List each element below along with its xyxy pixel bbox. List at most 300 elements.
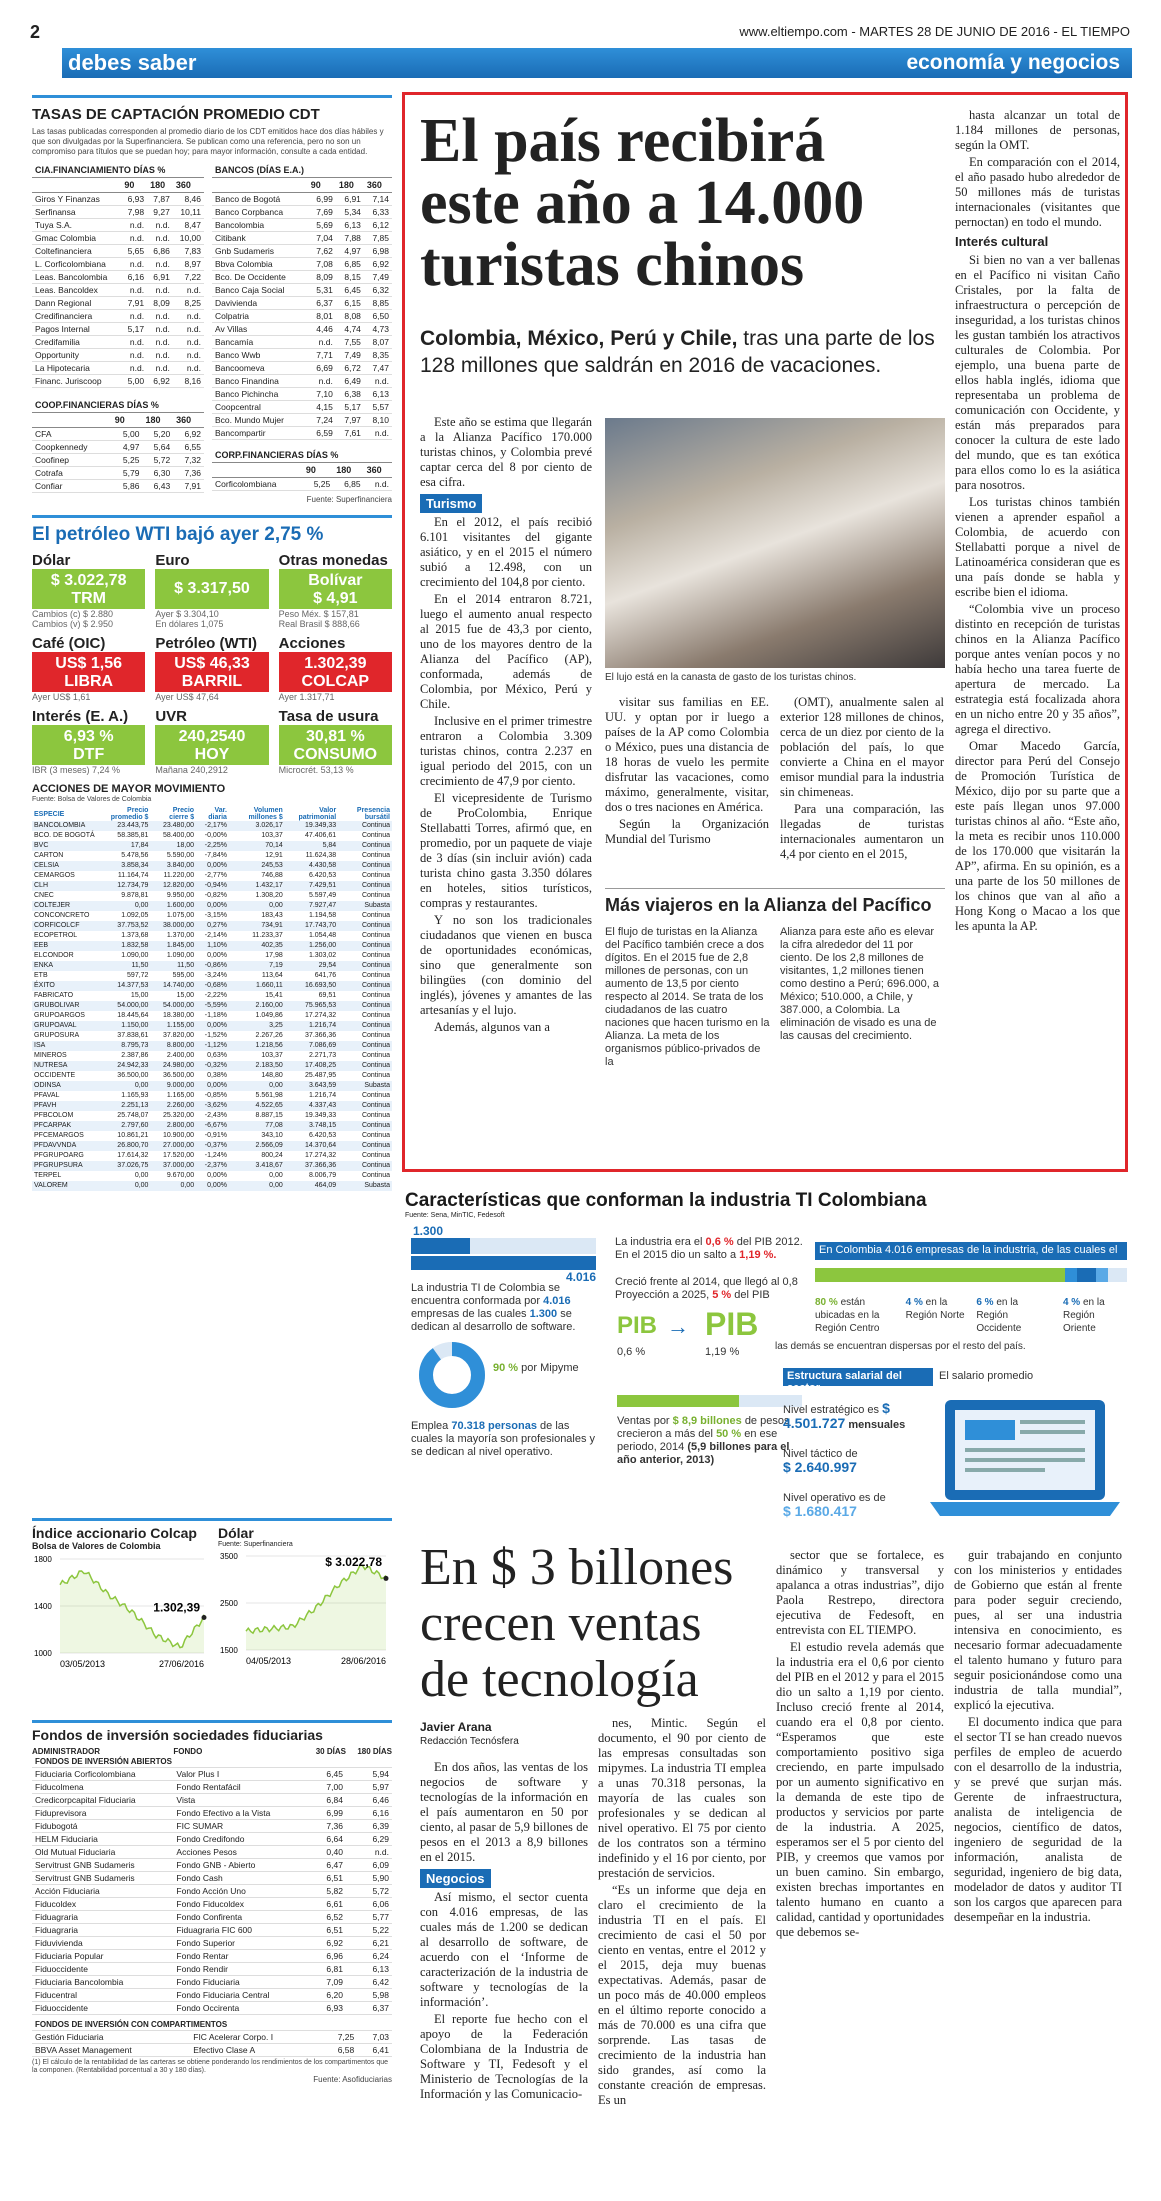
value-box (32, 569, 145, 609)
fondo-row (32, 1872, 392, 1885)
cell: 9.878,81 (121, 892, 149, 899)
p: Inclusive en el primer trimestre entraron a Colombia 3.309 turistas chinos, contra 2.237 en igual periodo del 2015, con un crecimiento de 47,9 por ciento. (420, 714, 592, 788)
cell: 8,97 (173, 258, 204, 271)
t: Ventas por (617, 1415, 670, 1427)
fondo-row (32, 1781, 392, 1794)
table-row (32, 1031, 392, 1041)
cell: 17.520,00 (162, 1152, 195, 1159)
cell: 3.418,67 (229, 1161, 285, 1171)
cell: -0,86% (196, 961, 229, 971)
cell: 1.845,00 (150, 941, 196, 951)
x-tick-label: 03/05/2013 (60, 1659, 106, 1669)
cell: 6,72 (336, 362, 364, 375)
cell: ECOPETROL (34, 932, 78, 939)
cell: 24.942,33 (97, 1061, 151, 1071)
table-row (212, 427, 392, 440)
cell: 1.303,02 (308, 952, 337, 959)
cell: 5,17 (121, 323, 147, 336)
cell: 6,85 (336, 258, 364, 271)
cell: -0,91% (204, 1132, 227, 1139)
cell: 7,47 (364, 362, 392, 375)
cell: -1,24% (204, 1152, 227, 1159)
cell: Continua (338, 881, 392, 891)
cell: 18,00 (150, 841, 196, 851)
cell: PFCEMARGOS (34, 1132, 84, 1139)
cell: 0,00 (134, 1172, 149, 1179)
table-row (212, 271, 392, 284)
cell: 641,76 (314, 972, 337, 979)
cell: Continua (361, 972, 390, 979)
table-row (212, 336, 392, 349)
label: Interés (E. A.) (32, 708, 129, 725)
cell: 11,50 (150, 961, 196, 971)
cell: n.d. (121, 362, 147, 375)
cell: 5,25 (112, 454, 143, 467)
cell: 0,00 (269, 1172, 283, 1179)
t: del PIB (734, 1289, 770, 1301)
cell: Continua (338, 1161, 392, 1171)
t: Nivel táctico de (783, 1448, 858, 1460)
t: Emplea (411, 1420, 449, 1432)
headline-line: En $ 3 billones (420, 1539, 734, 1596)
cell: PFGRUPSURA (32, 1161, 97, 1171)
table-row (32, 931, 392, 941)
cell: 2.797,60 (97, 1121, 151, 1131)
cell: 0,00% (196, 1081, 229, 1091)
sub: Ayer US$ 1,61 (32, 692, 91, 702)
table-row (32, 428, 204, 441)
cell: 5,97 (346, 1781, 392, 1794)
value: Bolívar (308, 572, 363, 589)
cell: 5,57 (364, 401, 392, 414)
t: 90 % (493, 1362, 519, 1374)
cell: 4,74 (336, 323, 364, 336)
cell: 6,13 (336, 219, 364, 232)
cell: Continua (361, 992, 390, 999)
cell: 5,65 (121, 245, 147, 258)
cell: 5,25 (303, 478, 333, 491)
table-row (32, 831, 392, 841)
cell: 6,69 (308, 362, 336, 375)
headline-line: crecen ventas (420, 1595, 702, 1652)
fondo-row (32, 1963, 392, 1976)
cell: 23.443,75 (97, 821, 151, 831)
charts-area (32, 1518, 392, 1698)
cell: -2,77% (204, 872, 227, 879)
cell: Fiducolmena (32, 1781, 173, 1794)
cell: COLTEJER (32, 901, 97, 911)
cell: Fondo Fiducoldex (173, 1898, 305, 1911)
indicators-title: El petróleo WTI bajó ayer 2,75 % (32, 524, 324, 545)
cell: 6,06 (346, 1898, 392, 1911)
cell: 8,47 (173, 219, 204, 232)
cell: 0,00 (229, 1081, 285, 1091)
p: Para una comparación, las llegadas de turistas internacionales aumentaron un 4,4 por ciento en el 2015, (780, 802, 944, 861)
table-row (32, 258, 204, 271)
cell: La Hipotecaria (32, 362, 121, 375)
fondo-row (32, 1976, 392, 1989)
col-90: 90 (121, 178, 147, 193)
cell: 4.337,43 (285, 1101, 338, 1111)
cell: 8,16 (173, 375, 204, 388)
table-row (212, 232, 392, 245)
cell: Continua (361, 1052, 390, 1059)
cell: 3.643,59 (285, 1081, 338, 1091)
corp-table (212, 448, 392, 491)
cell: 6,12 (364, 219, 392, 232)
cell: 6,43 (142, 480, 173, 493)
table-row (32, 911, 392, 921)
t: 4 % (905, 1297, 923, 1308)
col-180: 180 (142, 413, 173, 428)
sub: Mañana 240,2912 (155, 765, 228, 775)
t: 5 % (712, 1289, 732, 1301)
table-row (32, 971, 392, 981)
cell: 6,58 (323, 2044, 358, 2057)
cell: VALOREM (32, 1181, 97, 1191)
cell: PFGRUPOARG (34, 1152, 84, 1159)
table-row (32, 454, 204, 467)
cell: n.d. (364, 427, 392, 440)
cell: -7,84% (204, 852, 227, 859)
cell: 1.090,00 (121, 952, 149, 959)
fondo-row (32, 1807, 392, 1820)
t: se dedican al desarrollo de software. (411, 1308, 576, 1333)
cell: 6,99 (306, 1807, 346, 1820)
cell: 58.400,00 (162, 832, 195, 839)
header-cell: Valor patrimonial (298, 807, 337, 821)
cell: 2.566,09 (229, 1141, 285, 1151)
cell: 6,24 (346, 1950, 392, 1963)
cell: 38.000,00 (150, 921, 196, 931)
cell: n.d. (121, 310, 147, 323)
t: de las cuales la mayoría son profesionales y se dedican al nivel operativo. (411, 1420, 596, 1458)
divider (32, 95, 392, 98)
divider (32, 515, 392, 518)
cell: 6,92 (147, 375, 173, 388)
cell: Fondo Fiduciaria Central (173, 1989, 305, 2002)
col-90: 90 (308, 178, 336, 193)
cell: n.d. (147, 219, 173, 232)
cell: 2.260,00 (150, 1101, 196, 1111)
cell: Continua (338, 821, 392, 831)
sub: Cambios (c) $ 2.880 (32, 609, 114, 619)
cell: Old Mutual Fiduciaria (32, 1846, 173, 1859)
cell: 103,37 (261, 1052, 283, 1059)
cell: Citibank (212, 232, 308, 245)
cell: 1.216,74 (285, 1021, 338, 1031)
mipyme-donut (417, 1340, 487, 1410)
cell: 1.373,68 (121, 932, 149, 939)
cell: Bco. Mundo Mujer (212, 414, 308, 427)
cell: -2,22% (204, 992, 227, 999)
cell: 5,64 (142, 441, 173, 454)
cell: Subasta (338, 1081, 392, 1091)
cell: 0,00% (207, 1172, 227, 1179)
cell: 7,36 (306, 1820, 346, 1833)
cell: 19.349,33 (305, 1112, 337, 1119)
cell: 464,09 (285, 1181, 338, 1191)
cell: ÉXITO (32, 981, 97, 991)
cell: TERPEL (34, 1172, 62, 1179)
table-row (32, 193, 204, 206)
value-box (32, 652, 145, 692)
cell: 6,85 (333, 478, 363, 491)
cell: 6,13 (364, 388, 392, 401)
col-90: 90 (303, 463, 333, 478)
cell: Fondo Rentar (173, 1950, 305, 1963)
header-cell: Precio promedio $ (110, 807, 149, 821)
cell: 7,91 (121, 297, 147, 310)
table-row (32, 480, 204, 493)
cell: 800,24 (261, 1152, 283, 1159)
t: Creció frente al 2014, que llegó al 0,8 Proyección a 2025, (615, 1276, 798, 1301)
cell: 0,00 (229, 1181, 285, 1191)
cell: -2,25% (196, 841, 229, 851)
cell: 9.670,00 (166, 1172, 195, 1179)
region-centro-fill (815, 1268, 1065, 1282)
cell: 8,25 (173, 297, 204, 310)
table-row (32, 284, 204, 297)
cell: 0,00 (97, 901, 151, 911)
cell: 8,35 (364, 349, 392, 362)
label: Euro (155, 552, 190, 569)
cell: Efectivo Clase A (190, 2044, 322, 2057)
table-row (32, 821, 392, 831)
cell: 37.820,00 (162, 1032, 195, 1039)
cell: n.d. (364, 375, 392, 388)
cell: 5.590,00 (166, 852, 195, 859)
infographic-source: Fuente: Sena, MinTIC, Fedesoft (405, 1212, 505, 1219)
headline-line: turistas chinos (420, 231, 805, 299)
section-left: debes saber (68, 50, 197, 75)
indicator-petroleo (155, 635, 268, 702)
cell: CARTON (34, 852, 64, 859)
cell: 8,46 (173, 193, 204, 206)
table-row (32, 1101, 392, 1111)
cell: CLH (32, 881, 97, 891)
sub: Microcrét. 53,13 % (278, 765, 354, 775)
cell: 10,11 (173, 206, 204, 219)
indicator-acciones (279, 635, 392, 702)
cell: EEB (32, 941, 97, 951)
cell: 1.054,48 (308, 932, 337, 939)
cell: -0,00% (204, 832, 227, 839)
cell: Continua (361, 892, 390, 899)
h-admin: ADMINISTRADOR (32, 1747, 100, 1756)
cell: -0,37% (196, 1141, 229, 1151)
label: Tasa de usura (278, 708, 379, 725)
table-row (32, 1131, 392, 1141)
cell: 8.795,73 (97, 1041, 151, 1051)
cell: 3.026,17 (229, 821, 285, 831)
region-oriente-fill (1096, 1268, 1108, 1282)
t: $ 1.680.417 (783, 1503, 857, 1519)
col-90: 90 (112, 413, 143, 428)
t: en la Región Norte (905, 1297, 965, 1321)
p: Si bien no van a ver ballenas en el Pacífico ni visitan Caño Cristales, por la falta de infraestructura o percepción de inseguridad, a los turistas chinos les gustan también los atractivos culturales de Colombia. Por ejemplo, una buena parte de ellos habla inglés, idioma que representaba un problema de comunicación con Occidente, y están más preparados para conocer la cultura de este lado del mundo, que es tan exótica para ellos como lo es la asiática para nosotros. (955, 253, 1120, 492)
cell: 11.624,38 (305, 852, 337, 859)
cell: Continua (338, 1001, 392, 1011)
cell: Banco Pichincha (212, 388, 308, 401)
cell: 7,36 (173, 467, 204, 480)
cell: CELSIA (32, 861, 97, 871)
cell: Credifamilia (32, 336, 121, 349)
t: 4.016 (543, 1295, 571, 1307)
cell: -0,85% (204, 1092, 227, 1099)
cell: 58.385,81 (117, 832, 149, 839)
table-row (32, 336, 204, 349)
cell: Continua (338, 961, 392, 971)
acciones-table (32, 807, 392, 1191)
cell: 7,04 (308, 232, 336, 245)
table-row (212, 362, 392, 375)
table-row (32, 271, 204, 284)
ventas-text (617, 1415, 802, 1467)
indicator-euro (155, 552, 268, 629)
tick-label: 1400 (34, 1602, 52, 1611)
cell: 37.753,52 (97, 921, 151, 931)
cell: 0,00 (97, 1081, 151, 1091)
t: en la Región Occidente (976, 1297, 1022, 1334)
cell: Continua (338, 841, 392, 851)
cell: 5.561,98 (255, 1092, 283, 1099)
cdt-title: TASAS DE CAPTACIÓN PROMEDIO CDT (32, 106, 320, 123)
cell: NUTRESA (32, 1061, 97, 1071)
table-row (212, 206, 392, 219)
cell: Av Villas (212, 323, 308, 336)
cell: 402,35 (229, 941, 285, 951)
cell: n.d. (147, 323, 173, 336)
cell: 7,88 (336, 232, 364, 245)
table-row (32, 961, 392, 971)
cell: 9.950,00 (166, 892, 195, 899)
cell: 1.155,00 (150, 1021, 196, 1031)
cell: 1.600,00 (150, 901, 196, 911)
table-row (32, 1171, 392, 1181)
cell: 7,14 (364, 193, 392, 206)
cell: Fiduciaria Bancolombia (32, 1976, 173, 1989)
cell: 17.743,70 (285, 921, 338, 931)
cell: Continua (338, 1021, 392, 1031)
sub: Peso Méx. $ 157,81 (278, 609, 359, 619)
cell: Continua (338, 1141, 392, 1151)
cell: 10.861,21 (117, 1132, 149, 1139)
t: $ 4.501.727 (783, 1400, 890, 1431)
cell: 7.927,47 (285, 901, 338, 911)
cell: 7,09 (306, 1976, 346, 1989)
cell: 1.150,00 (97, 1021, 151, 1031)
cell: 7,98 (121, 206, 147, 219)
cell: 7,83 (173, 245, 204, 258)
unit: CONSUMO (293, 746, 378, 763)
cell: 8,07 (364, 336, 392, 349)
cell: Financ. Juriscoop (32, 375, 121, 388)
cell: 9,27 (147, 206, 173, 219)
cell: 6,50 (364, 310, 392, 323)
cell: 25.748,07 (117, 1112, 149, 1119)
cell: 6,33 (364, 206, 392, 219)
table-row (212, 401, 392, 414)
tourism-photo (605, 418, 945, 668)
cell: 17.614,32 (117, 1152, 149, 1159)
salary-estrategico (783, 1402, 913, 1432)
x-tick-label: 04/05/2013 (246, 1656, 292, 1666)
pib-text (615, 1236, 805, 1262)
cell: Continua (361, 1132, 390, 1139)
fondos-note: (1) El cálculo de la rentabilidad de las carteras se obtiene ponderando los rendimientos de los compartimentos que la componen. (Rentabilidad porcentual a 30 y 180 días). (32, 2059, 389, 2074)
cell: 75.965,53 (285, 1001, 338, 1011)
cell: 4,15 (308, 401, 336, 414)
cell: 6,16 (121, 271, 147, 284)
cell: 2.267,26 (255, 1032, 283, 1039)
table-row (212, 297, 392, 310)
cell: 4.522,65 (229, 1101, 285, 1111)
p: visitar sus familias en EE. UU. y optan por ir luego a países de la AP como Colombia o México, pues una distancia de 18 horas de vuelo les permite disfrutar las vacaciones, como máximo, generalmente, visitar, dos o tres naciones en América. (605, 695, 769, 814)
cell: BANCOLOMBIA (32, 821, 97, 831)
cell: 6,91 (147, 271, 173, 284)
cell: n.d. (121, 349, 147, 362)
cell: Continua (361, 1072, 390, 1079)
cell: 11.220,00 (163, 872, 195, 879)
cell: ENKA (32, 961, 97, 971)
value: $ 3.022,78 (50, 572, 127, 589)
label: Café (OIC) (32, 635, 106, 652)
fondo-row (32, 1924, 392, 1937)
bank-table (212, 163, 392, 440)
table-row (32, 1091, 392, 1101)
p: En dos años, las ventas de los negocios de software y tecnologías de la información en el país aumentaron en 50 por ciento, al pasar de 5,9 billones de pesos en el 2013 a 8,9 billones en el 2015. (420, 1760, 588, 1864)
alliance-title: Más viajeros en la Alianza del Pacífico (605, 895, 932, 915)
cell: -3,62% (196, 1101, 229, 1111)
value: US$ 1,56 (55, 655, 123, 672)
cell: n.d. (147, 362, 173, 375)
cell: 37.838,61 (117, 1032, 149, 1039)
tourism-col-3 (780, 695, 944, 864)
cell: GRUPOSURA (34, 1032, 80, 1039)
cell: Banco Caja Social (212, 284, 308, 297)
table-row (212, 323, 392, 336)
x-tick-label: 27/06/2016 (158, 1659, 204, 1669)
cell: 0,00% (207, 952, 227, 959)
band-notch (32, 48, 62, 78)
tick-label: 1800 (34, 1555, 52, 1564)
table-row (32, 297, 204, 310)
cell: 2.160,00 (229, 1001, 285, 1011)
t: La industria era el (615, 1236, 703, 1248)
sub: Ayer $ 3.304,10 (155, 609, 219, 619)
cell: 7,62 (308, 245, 336, 258)
cell: 7,19 (229, 961, 285, 971)
cell: 1.256,00 (285, 941, 338, 951)
headline-line: El país recibirá (420, 107, 826, 175)
software-bars (411, 1224, 596, 1284)
table-row (32, 1041, 392, 1051)
cell: 5,98 (346, 1989, 392, 2002)
table-row (32, 991, 392, 1001)
cell: 4,46 (308, 323, 336, 336)
cell: 5,20 (142, 428, 173, 441)
unit: DTF (73, 746, 105, 763)
cell: n.d. (346, 1846, 392, 1859)
cell: ELCONDOR (34, 952, 74, 959)
cell: 3,25 (229, 1021, 285, 1031)
mipyme-text (493, 1362, 593, 1375)
x-tick-label: 28/06/2016 (340, 1656, 386, 1666)
cell: CONCONCRETO (34, 912, 90, 919)
cell: 17.274,32 (305, 1152, 337, 1159)
cell: 5,34 (336, 206, 364, 219)
